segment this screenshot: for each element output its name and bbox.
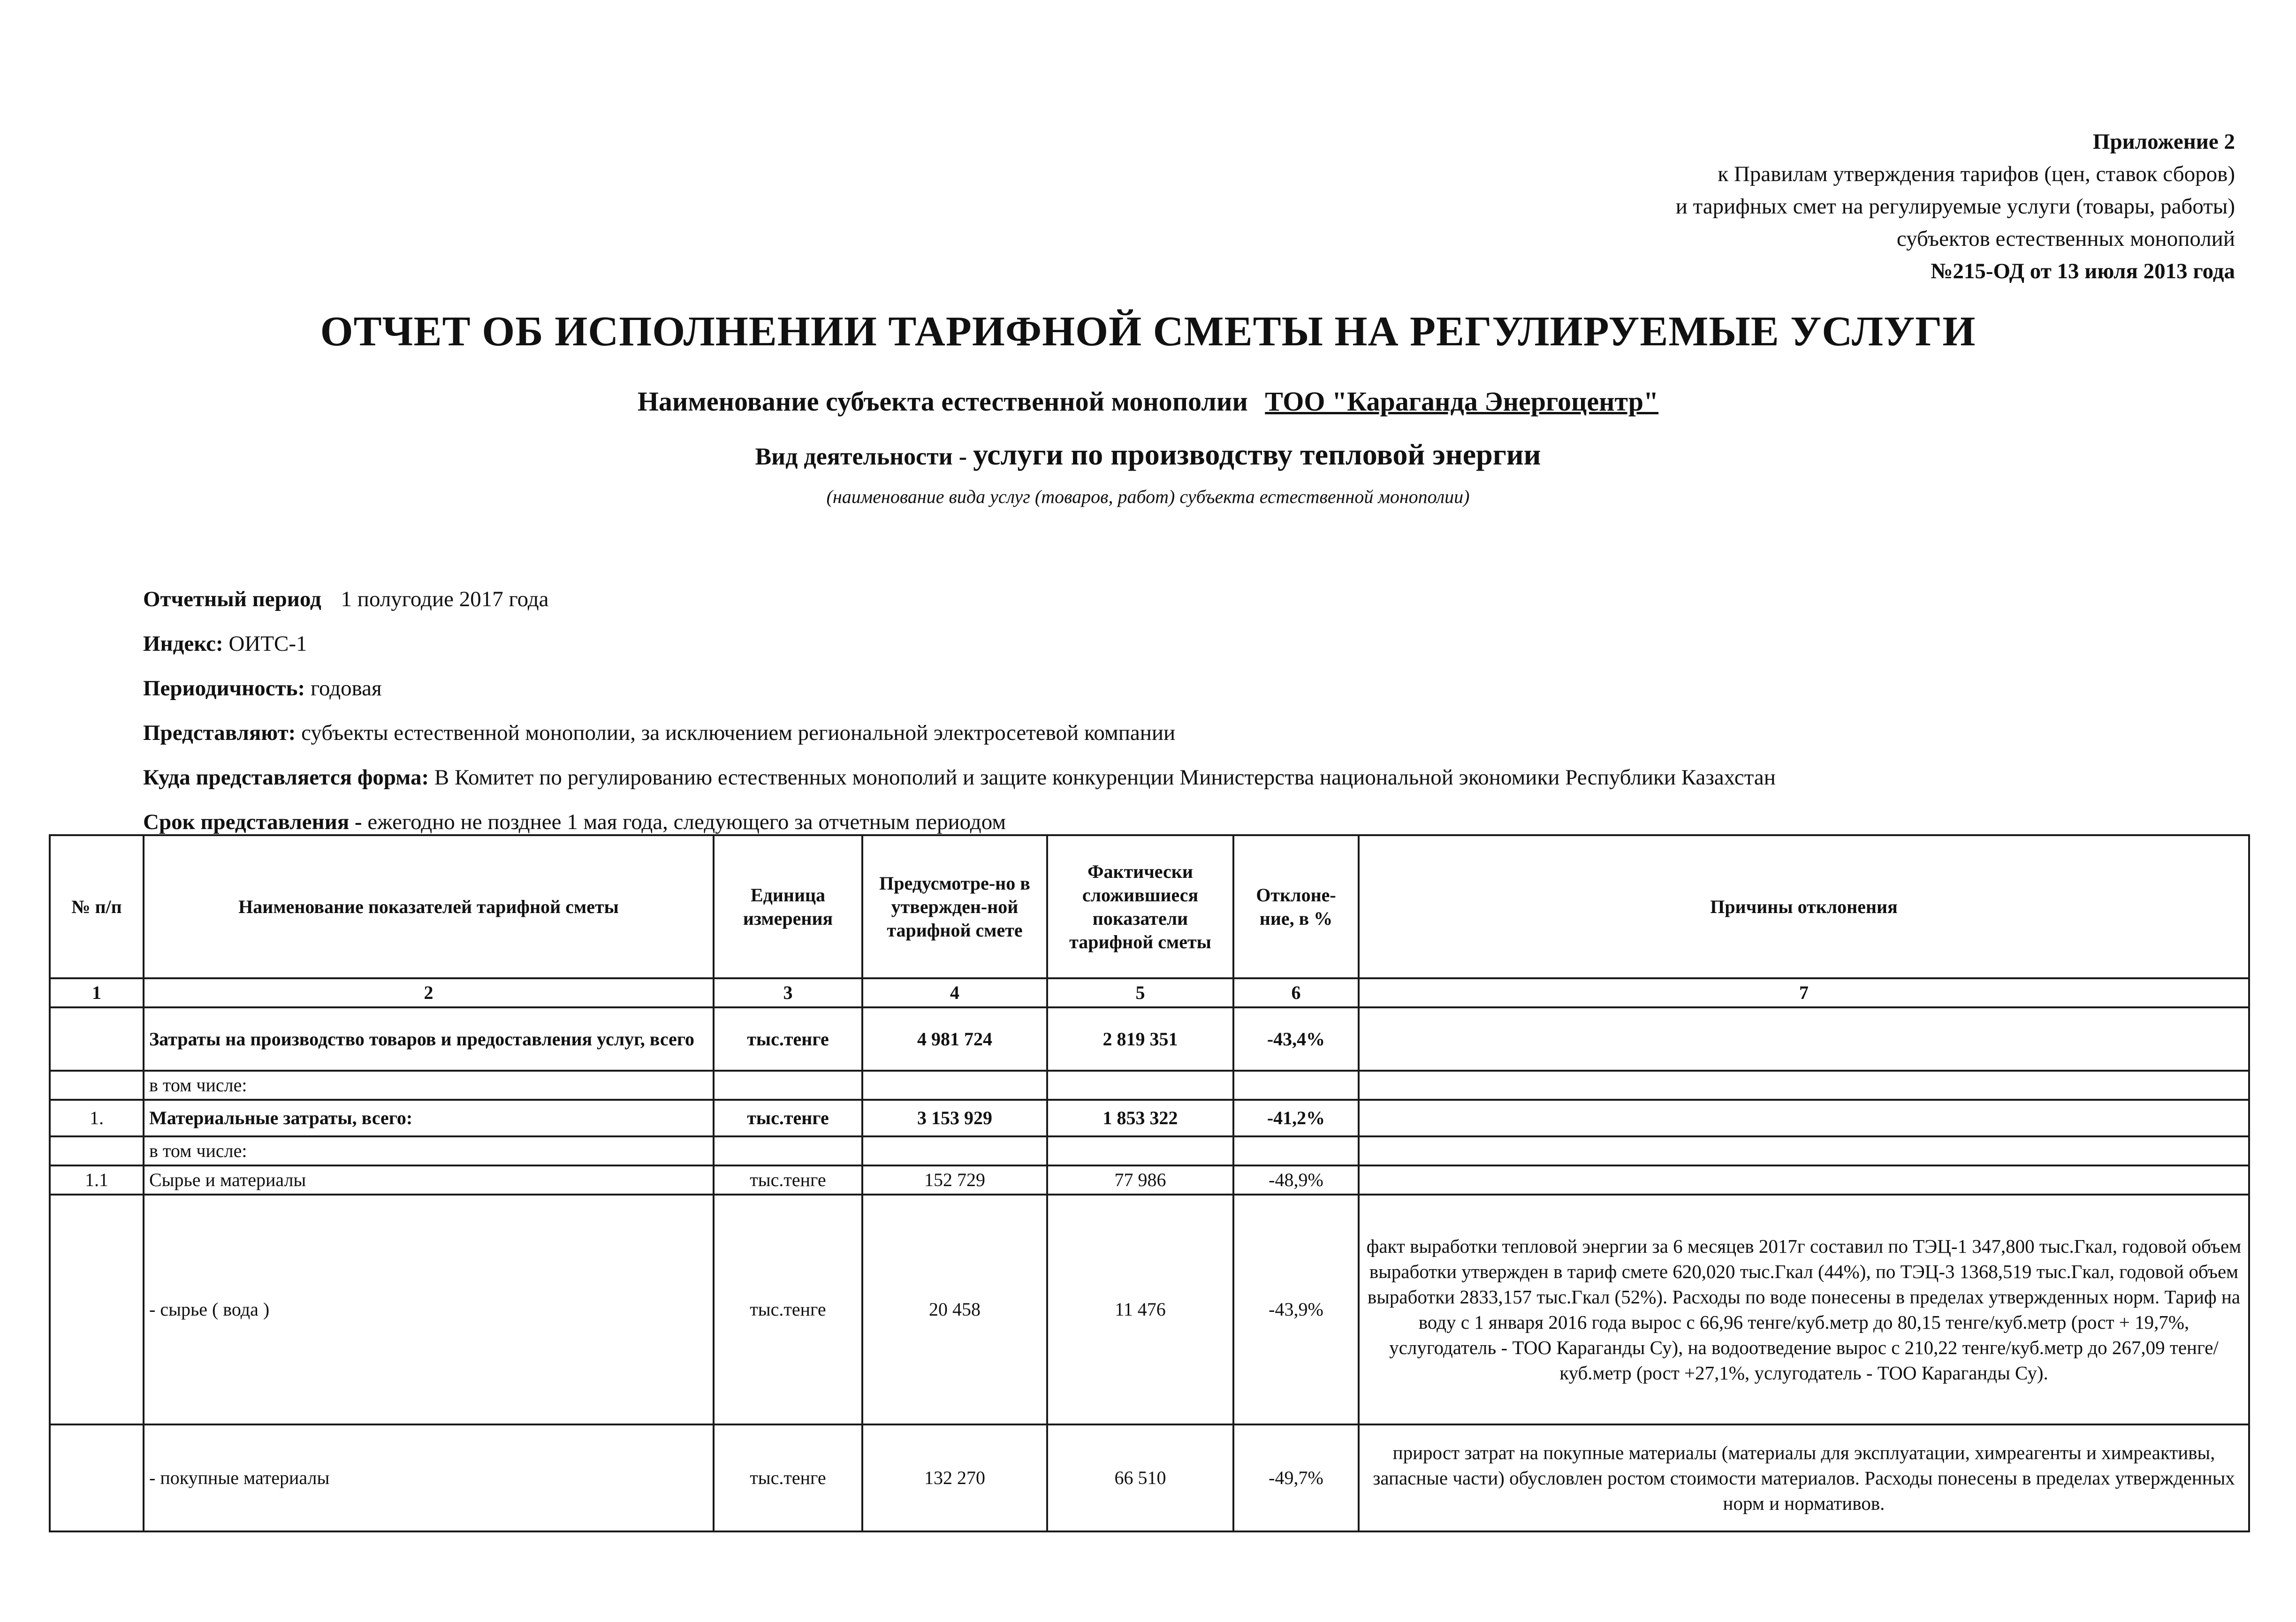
col-number: 6 <box>1233 978 1359 1007</box>
meta-submitters <box>143 711 1776 755</box>
cell-unit <box>714 1136 862 1165</box>
activity-label: Вид деятельности - <box>755 443 967 470</box>
cell-planned: 132 270 <box>862 1424 1047 1531</box>
tariff-report-table <box>49 834 2250 1532</box>
cell-actual <box>1047 1071 1233 1100</box>
appendix-line-3: субъектов естественных монополий <box>1896 227 2235 251</box>
cell-unit: тыс.тенге <box>714 1424 862 1531</box>
cell-num <box>50 1007 144 1071</box>
cell-deviation: -41,2% <box>1233 1100 1359 1136</box>
meta-deadline-value: ежегодно не позднее 1 мая года, следующего за отчетным периодом <box>367 810 1006 834</box>
header-name: Наименование показателей тарифной сметы <box>144 835 714 978</box>
table-row <box>50 1424 2249 1531</box>
cell-reason <box>1359 1071 2249 1100</box>
header-num: № п/п <box>50 835 144 978</box>
subject-value: ТОО "Караганда Энергоцентр" <box>1265 386 1659 417</box>
cell-num <box>50 1424 144 1531</box>
cell-unit: тыс.тенге <box>714 1100 862 1136</box>
cell-name: Материальные затраты, всего: <box>144 1100 714 1136</box>
cell-unit: тыс.тенге <box>714 1007 862 1071</box>
appendix-line-1: к Правилам утверждения тарифов (цен, ставок сборов) <box>1718 162 2235 186</box>
cell-actual: 77 986 <box>1047 1165 1233 1195</box>
cell-deviation: -49,7% <box>1233 1424 1359 1531</box>
report-title: ОТЧЕТ ОБ ИСПОЛНЕНИИ ТАРИФНОЙ СМЕТЫ НА РЕГУЛИРУЕМЫЕ УСЛУГИ <box>320 308 1976 355</box>
meta-submitters-value: субъекты естественной монополии, за исключением региональной электросетевой компании <box>301 721 1176 745</box>
header-planned: Предусмотре-но в утвержден-ной тарифной смете <box>862 835 1047 978</box>
meta-index <box>143 622 1776 666</box>
cell-deviation <box>1233 1136 1359 1165</box>
cell-reason: факт выработки тепловой энергии за 6 месяцев 2017г составил по ТЭЦ-1 347,800 тыс.Гкал, годовой объем выработки утвержден в тариф смете 620,020 тыс.Гкал (44%), по ТЭЦ-3 1368,519 тыс.Гкал, годовой объем выработки 2833,157 тыс.Гкал (52%). Расходы по воде понесены в пределах утвержденных норм. Тариф на воду с 1 января 2016 года вырос с 66,96 тенге/куб.метр до 80,15 тенге/куб.метр (рост + 19,7%, услугодатель - ТОО Караганды Су), на водоотведение вырос с 210,22 тенге/куб.метр до 267,09 тенге/куб.метр (рост +27,1%, услугодатель - ТОО Караганды Су). <box>1359 1195 2249 1424</box>
col-number: 4 <box>862 978 1047 1007</box>
cell-name: Сырье и материалы <box>144 1165 714 1195</box>
activity-value: услуги по производству тепловой энергии <box>973 438 1541 471</box>
cell-reason <box>1359 1136 2249 1165</box>
col-number: 1 <box>50 978 144 1007</box>
column-number-row <box>50 978 2249 1007</box>
header-reasons: Причины отклонения <box>1359 835 2249 978</box>
col-number: 2 <box>144 978 714 1007</box>
cell-unit: тыс.тенге <box>714 1195 862 1424</box>
cell-actual: 1 853 322 <box>1047 1100 1233 1136</box>
appendix-line-2: и тарифных смет на регулируемые услуги (товары, работы) <box>1675 194 2235 219</box>
cell-num: 1.1 <box>50 1165 144 1195</box>
meta-frequency <box>143 666 1776 711</box>
cell-reason <box>1359 1165 2249 1195</box>
meta-period-value: 1 полугодие 2017 года <box>341 587 549 611</box>
cell-planned <box>862 1136 1047 1165</box>
meta-index-label: Индекс: <box>143 632 223 656</box>
activity-note: (наименование вида услуг (товаров, работ) субъекта естественной монополии) <box>826 486 1470 507</box>
header-actual: Фактически сложившиеся показатели тарифной сметы <box>1047 835 1233 978</box>
cell-unit <box>714 1071 862 1100</box>
cell-planned <box>862 1071 1047 1100</box>
cell-name: Затраты на производство товаров и предоставления услуг, всего <box>144 1007 714 1071</box>
subject-line <box>0 386 2296 417</box>
cell-reason <box>1359 1007 2249 1071</box>
cell-num <box>50 1071 144 1100</box>
cell-name: - сырье ( вода ) <box>144 1195 714 1424</box>
cell-actual: 2 819 351 <box>1047 1007 1233 1071</box>
activity-line <box>0 437 2296 472</box>
cell-name: в том числе: <box>144 1136 714 1165</box>
table-row <box>50 1136 2249 1165</box>
meta-frequency-value: годовая <box>310 676 382 701</box>
cell-deviation <box>1233 1071 1359 1100</box>
cell-num <box>50 1195 144 1424</box>
meta-period-label: Отчетный период <box>143 587 321 611</box>
cell-num <box>50 1136 144 1165</box>
subject-label: Наименование субъекта естественной монополии <box>637 386 1248 417</box>
meta-submitters-label: Представляют: <box>143 721 296 745</box>
cell-name: в том числе: <box>144 1071 714 1100</box>
cell-unit: тыс.тенге <box>714 1165 862 1195</box>
table-row <box>50 1165 2249 1195</box>
meta-period <box>143 577 1776 622</box>
meta-recipient <box>143 755 1776 800</box>
table-row <box>50 1100 2249 1136</box>
col-number: 7 <box>1359 978 2249 1007</box>
cell-planned: 152 729 <box>862 1165 1047 1195</box>
cell-actual: 11 476 <box>1047 1195 1233 1424</box>
header-unit: Единица измерения <box>714 835 862 978</box>
appendix-title: Приложение 2 <box>2092 129 2235 154</box>
cell-reason: прирост затрат на покупные материалы (материалы для эксплуатации, химреагенты и химреактивы, запасные части) обусловлен ростом стоимости материалов. Расходы понесены в пределах утвержденных норм и нормативов. <box>1359 1424 2249 1531</box>
col-number: 3 <box>714 978 862 1007</box>
col-number: 5 <box>1047 978 1233 1007</box>
table-row <box>50 1071 2249 1100</box>
cell-actual: 66 510 <box>1047 1424 1233 1531</box>
table-row <box>50 1195 2249 1424</box>
cell-deviation: -43,9% <box>1233 1195 1359 1424</box>
appendix-line-4: №215-ОД от 13 июля 2013 года <box>1931 259 2235 283</box>
cell-deviation: -43,4% <box>1233 1007 1359 1071</box>
table-header-row <box>50 835 2249 978</box>
header-deviation: Отклоне-ние, в % <box>1233 835 1359 978</box>
report-meta <box>143 577 1776 845</box>
cell-deviation: -48,9% <box>1233 1165 1359 1195</box>
cell-planned: 20 458 <box>862 1195 1047 1424</box>
meta-recipient-value: В Комитет по регулированию естественных монополий и защите конкуренции Министерства национальной экономики Республики Казахстан <box>434 765 1776 790</box>
cell-num: 1. <box>50 1100 144 1136</box>
cell-reason <box>1359 1100 2249 1136</box>
meta-index-value: ОИТС-1 <box>228 632 307 656</box>
meta-deadline-label: Срок представления - <box>143 810 362 834</box>
cell-planned: 3 153 929 <box>862 1100 1047 1136</box>
meta-frequency-label: Периодичность: <box>143 676 305 701</box>
cell-name: - покупные материалы <box>144 1424 714 1531</box>
cell-actual <box>1047 1136 1233 1165</box>
meta-recipient-label: Куда представляется форма: <box>143 765 429 790</box>
table-row <box>50 1007 2249 1071</box>
appendix-block <box>1676 126 2235 288</box>
cell-planned: 4 981 724 <box>862 1007 1047 1071</box>
